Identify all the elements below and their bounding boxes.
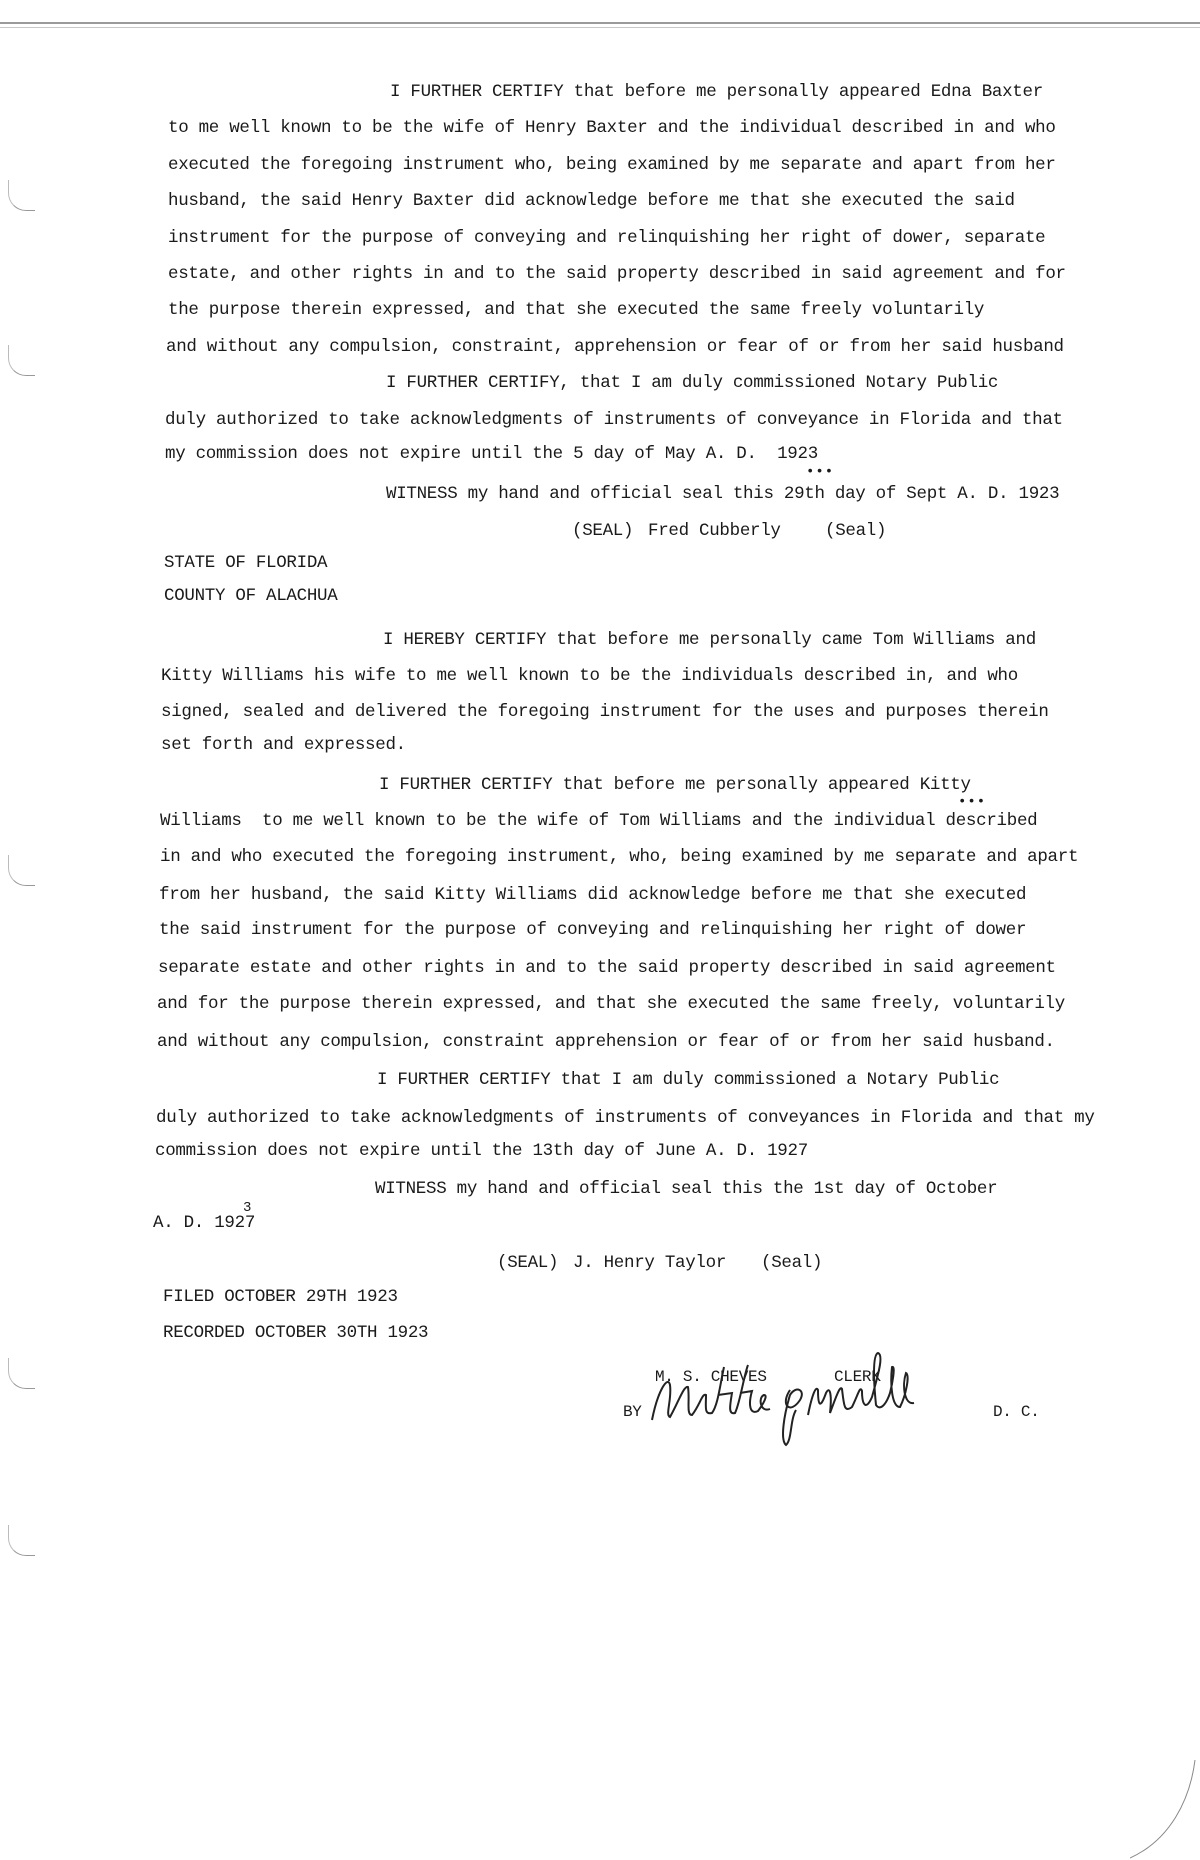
- text-line: I HEREBY CERTIFY that before me personally came Tom Williams and: [383, 630, 1036, 650]
- text-line: to me well known to be the wife of Henry Baxter and the individual described in and who: [168, 118, 1056, 138]
- top-rule: [0, 27, 1200, 28]
- text-line: estate, and other rights in and to the said property described in said agreement and for: [168, 264, 1066, 284]
- handwritten-signature: [640, 1345, 940, 1455]
- text-line: Kitty Williams his wife to me well known to be the individuals described in, and who: [161, 666, 1018, 686]
- text-line: WITNESS my hand and official seal this 29th day of Sept A. D. 1923: [386, 484, 1060, 504]
- text-line: I FURTHER CERTIFY, that I am duly commissioned Notary Public: [386, 373, 999, 393]
- text-line: I FURTHER CERTIFY that before me personally appeared Kitty: [379, 775, 971, 795]
- filed-date: FILED OCTOBER 29TH 1923: [163, 1287, 398, 1307]
- seal-label: (SEAL): [497, 1253, 559, 1273]
- text-line: instrument for the purpose of conveying and relinquishing her right of dower, separate: [168, 228, 1046, 248]
- text-line: A. D. 1927: [153, 1213, 256, 1233]
- punch-hole: [8, 180, 35, 211]
- clerk-title: CLERK: [834, 1368, 881, 1386]
- text-line: executed the foregoing instrument who, being examined by me separate and apart from her: [168, 155, 1056, 175]
- text-line: duly authorized to take acknowledgments of instruments of conveyance in Florida and that: [165, 410, 1063, 430]
- punch-hole: [8, 855, 35, 886]
- page-curl-edge: [1130, 1760, 1200, 1860]
- seal-label: (Seal): [761, 1253, 823, 1273]
- seal-label: (SEAL): [572, 521, 634, 541]
- seal-label: (Seal): [825, 521, 887, 541]
- text-line: and without any compulsion, constraint apprehension or fear of or from her said husband.: [157, 1032, 1055, 1052]
- text-line: signed, sealed and delivered the foregoing instrument for the uses and purposes therein: [161, 702, 1049, 722]
- clerk-name: M. S. CHEVES: [655, 1368, 767, 1386]
- by-label: BY: [623, 1403, 642, 1421]
- text-line: set forth and expressed.: [161, 735, 406, 755]
- text-line: I FURTHER CERTIFY that before me personally appeared Edna Baxter: [390, 82, 1043, 102]
- text-line: and without any compulsion, constraint, apprehension or fear of or from her said husband: [166, 337, 1064, 357]
- recorded-date: RECORDED OCTOBER 30TH 1923: [163, 1323, 429, 1343]
- text-line: husband, the said Henry Baxter did acknowledge before me that she executed the said: [168, 191, 1015, 211]
- signer-name: Fred Cubberly: [648, 521, 781, 541]
- text-line: and for the purpose therein expressed, and that she executed the same freely, voluntarily: [157, 994, 1065, 1014]
- year-correction: 3: [243, 1200, 252, 1216]
- text-line: separate estate and other rights in and to the said property described in said agreement: [158, 958, 1056, 978]
- text-line: Williams to me well known to be the wife of Tom Williams and the individual described: [160, 811, 1038, 831]
- text-line: my commission does not expire until the 5 day of May A. D. 1923: [165, 444, 818, 464]
- top-rule: [0, 22, 1200, 24]
- punch-hole: [8, 1525, 35, 1556]
- deputy-clerk-label: D. C.: [993, 1403, 1040, 1421]
- text-line: in and who executed the foregoing instrument, who, being examined by me separate and apart: [160, 847, 1079, 867]
- punch-hole: [8, 345, 35, 376]
- signer-name: J. Henry Taylor: [573, 1253, 727, 1273]
- text-line: from her husband, the said Kitty Williams did acknowledge before me that she executed: [159, 885, 1027, 905]
- dot-marks: •••: [806, 464, 835, 480]
- text-line: the said instrument for the purpose of conveying and relinquishing her right of dower: [159, 920, 1027, 940]
- text-line: commission does not expire until the 13th day of June A. D. 1927: [155, 1141, 808, 1161]
- dot-marks: •••: [958, 794, 987, 810]
- text-line: WITNESS my hand and official seal this the 1st day of October: [375, 1179, 998, 1199]
- venue-state: STATE OF FLORIDA: [164, 553, 328, 573]
- venue-county: COUNTY OF ALACHUA: [164, 586, 338, 606]
- text-line: duly authorized to take acknowledgments of instruments of conveyances in Florida and that my: [156, 1108, 1095, 1128]
- text-line: I FURTHER CERTIFY that I am duly commissioned a Notary Public: [377, 1070, 1000, 1090]
- text-line: the purpose therein expressed, and that she executed the same freely voluntarily: [168, 300, 985, 320]
- punch-hole: [8, 1358, 35, 1389]
